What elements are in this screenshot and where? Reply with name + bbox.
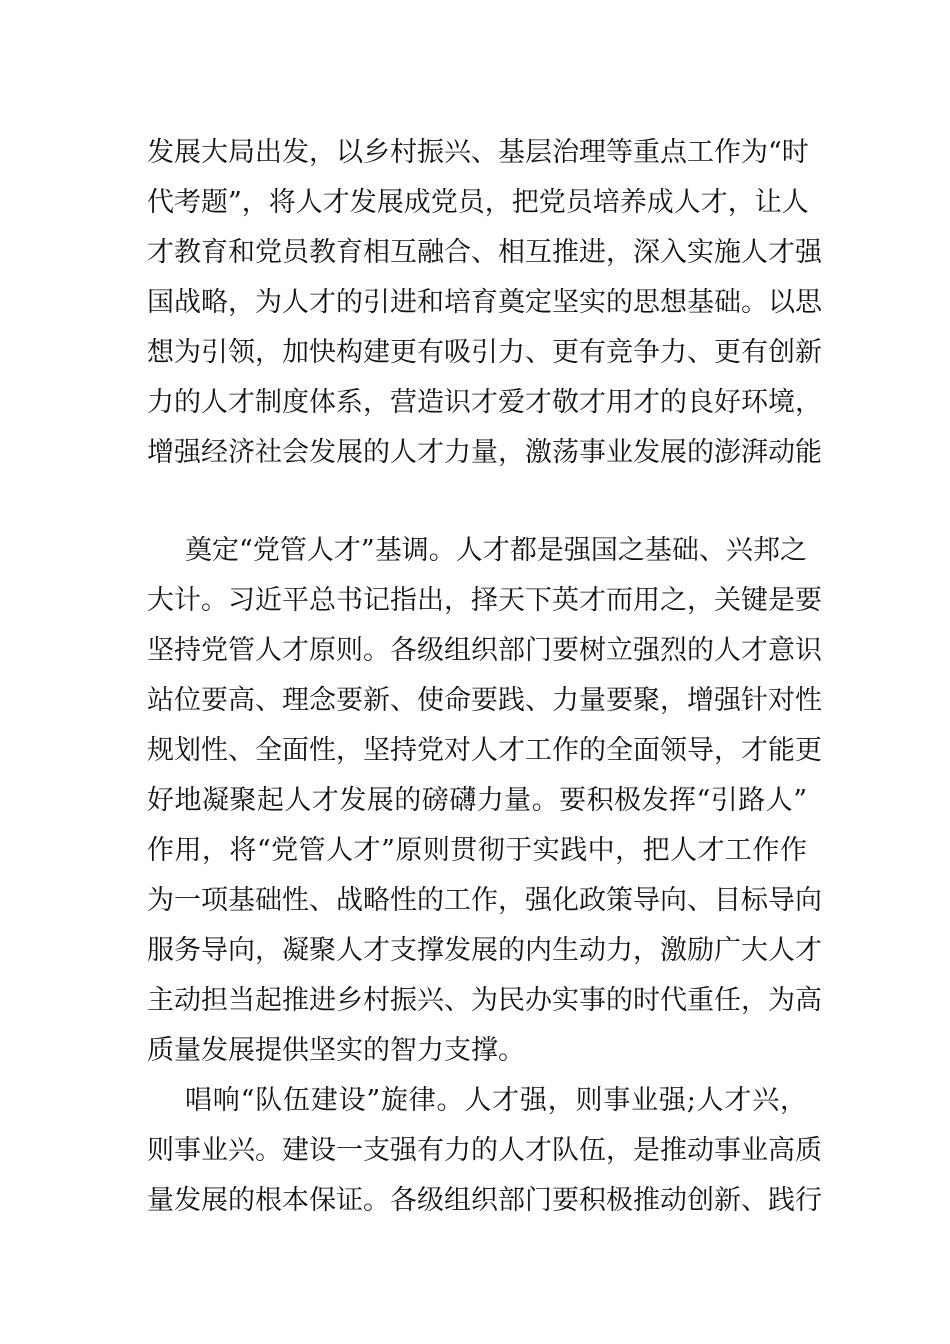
text-line: 作用，将“党管人才”原则贯彻于实践中，把人才工作作 [147, 835, 807, 866]
text-line: 主动担当起推进乡村振兴、为民办实事的时代重任，为高 [147, 985, 822, 1016]
text-line: 奠定“党管人才”基调。人才都是强国之基础、兴邦之 [185, 535, 807, 566]
text-line: 规划性、全面性，坚持党对人才工作的全面领导，才能更 [147, 735, 822, 766]
text-line: 坚持党管人才原则。各级组织部门要树立强烈的人才意识 [147, 635, 822, 666]
text-line: 力的人才制度体系，营造识才爱才敬才用才的良好环境， [147, 387, 822, 418]
text-line: 想为引领，加快构建更有吸引力、更有竞争力、更有创新 [147, 337, 822, 368]
text-line: 国战略，为人才的引进和培育奠定坚实的思想基础。以思 [147, 287, 822, 318]
text-line: 服务导向，凝聚人才支撑发展的内生动力，激励广大人才 [147, 935, 822, 966]
text-line: 量发展的根本保证。各级组织部门要积极推动创新、践行 [147, 1185, 822, 1216]
text-line: 增强经济社会发展的人才力量，激荡事业发展的澎湃动能 [147, 437, 822, 468]
text-line: 才教育和党员教育相互融合、相互推进，深入实施人才强 [147, 237, 822, 268]
text-line: 为一项基础性、战略性的工作，强化政策导向、目标导向 [147, 885, 822, 916]
text-line: 发展大局出发，以乡村振兴、基层治理等重点工作为“时 [147, 137, 809, 168]
text-line: 大计。习近平总书记指出，择天下英才而用之，关键是要 [147, 585, 822, 616]
text-line: 则事业兴。建设一支强有力的人才队伍，是推动事业高质 [147, 1135, 822, 1166]
text-line: 站位要高、理念要新、使命要践、力量要聚，增强针对性 [147, 685, 822, 716]
text-line: 代考题”，将人才发展成党员，把党员培养成人才，让人 [147, 187, 809, 218]
text-line: 质量发展提供坚实的智力支撑。 [147, 1035, 525, 1066]
text-line: 好地凝聚起人才发展的磅礴力量。要积极发挥“引路人” [147, 785, 807, 816]
text-line: 唱响“队伍建设”旋律。人才强，则事业强;人才兴， [185, 1085, 807, 1116]
